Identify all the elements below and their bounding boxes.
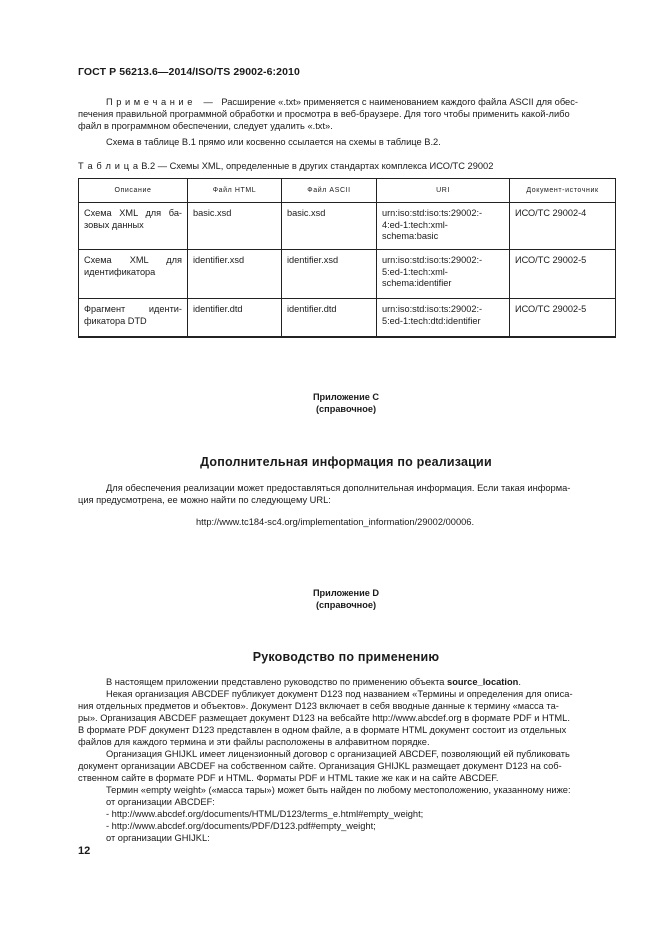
note-label: П р и м е ч а н и е <box>106 97 193 107</box>
annex-c-heading: Дополнительная информация по реализации <box>200 455 492 469</box>
cell-ascii-file: identifier.xsd <box>282 250 377 299</box>
cell-text: schema:identifier <box>382 278 452 289</box>
document-header: ГОСТ Р 56213.6—2014/ISO/TS 29002-6:2010 <box>78 66 300 78</box>
annex-d-p2-line-5: файлов для каждого термина и эти файлы расположены в алфавитном порядке. <box>78 737 430 747</box>
cell-text: schema:basic <box>382 231 439 242</box>
column-header-ascii-file: Файл ASCII <box>282 179 377 203</box>
cell-uri <box>377 299 510 337</box>
page-number: 12 <box>78 845 91 857</box>
annex-c-paragraph-line-1: Для обеспечения реализации может предоставляться дополнительная информация. Если такая информа- <box>106 483 571 493</box>
schema-reference-text: Схема в таблице В.1 прямо или косвенно ссылается на схемы в таблице В.2. <box>106 137 441 147</box>
annex-d-p3-line-1: Организация GHIJKL имеет лицензионный договор с организацией ABCDEF, позволяющий ей публиковать <box>106 749 570 759</box>
cell-source-document: ИСО/ТС 29002-5 <box>510 250 616 299</box>
cell-html-file: identifier.xsd <box>188 250 282 299</box>
note-text: Расширение «.txt» применяется с наименованием каждого файла ASCII для обес- <box>221 97 578 107</box>
annex-d-paragraph-5: от организации ABCDEF: <box>106 797 215 807</box>
note-line-2: печения правильной программной обработки и просмотра в веб-браузере. Для того чтобы применить какой-либо <box>78 109 570 119</box>
column-header-html-file: Файл HTML <box>188 179 282 203</box>
note-line-3: файл в программном обеспечении, следует удалить «.txt». <box>78 121 333 131</box>
annex-d-paragraph-8: от организации GHIJKL: <box>106 833 210 843</box>
note-dash: — <box>203 97 213 107</box>
table-caption-label: Т а б л и ц а <box>78 161 139 171</box>
annex-c-title: Приложение С <box>312 392 380 402</box>
annex-d-p1-object-name: source_location <box>447 677 519 687</box>
cell-uri <box>377 250 510 299</box>
cell-text: 5:ed-1:tech:dtd:identifier <box>382 315 481 326</box>
annex-d-title-block <box>0 587 661 611</box>
column-header-source-document: Документ-источник <box>510 179 616 203</box>
note-block <box>78 96 614 132</box>
cell-text: фикатора DTD <box>84 315 147 326</box>
table-header-row <box>79 179 616 203</box>
cell-html-file: identifier.dtd <box>188 299 282 337</box>
annex-d-subtitle: (справочное) <box>315 600 376 610</box>
annex-d-url-1: - http://www.abcdef.org/documents/HTML/D123/terms_e.html#empty_weight; <box>106 809 424 819</box>
column-header-description: Описание <box>79 179 188 203</box>
table-row <box>79 299 616 337</box>
table-row <box>79 250 616 299</box>
annex-d-url-2: - http://www.abcdef.org/documents/PDF/D123.pdf#empty_weight; <box>106 821 376 831</box>
cell-text: 5:ed-1:tech:xml- <box>382 266 448 277</box>
cell-text: urn:iso:std:iso:ts:29002:- <box>382 255 483 265</box>
annex-d-body <box>78 676 615 844</box>
cell-description <box>79 299 188 337</box>
cell-text: urn:iso:std:iso:ts:29002:- <box>382 304 483 314</box>
table-row <box>79 203 616 250</box>
cell-ascii-file: basic.xsd <box>282 203 377 250</box>
cell-ascii-file: identifier.dtd <box>282 299 377 337</box>
cell-text: urn:iso:std:iso:ts:29002:- <box>382 208 483 218</box>
column-header-uri: URI <box>377 179 510 203</box>
annex-c-title-block <box>0 391 661 415</box>
cell-text: Схема XML для <box>84 255 182 265</box>
annex-d-title: Приложение D <box>312 588 380 598</box>
table-caption <box>78 160 493 172</box>
cell-source-document: ИСО/ТС 29002-4 <box>510 203 616 250</box>
note-line-1 <box>78 96 614 108</box>
cell-source-document: ИСО/ТС 29002-5 <box>510 299 616 337</box>
annex-d-paragraph-4: Термин «empty weight» («масса тары») может быть найден по любому местоположению, указанному ниже: <box>106 785 571 795</box>
xml-schemas-table <box>78 178 616 338</box>
annex-d-p1-end: . <box>518 677 521 687</box>
cell-text: 4:ed-1:tech:xml- <box>382 219 448 230</box>
cell-uri <box>377 203 510 250</box>
annex-d-p3-line-2: документ организации ABCDEF на собственном сайте. Организация GHIJKL размещает документ D123 на соб- <box>78 761 562 771</box>
annex-d-paragraph-1 <box>78 676 615 688</box>
annex-d-p2-line-3: ры». Организация ABCDEF размещает документ D123 на вебсайте http://www.abcdef.org в формате PDF и HTML. <box>78 713 570 723</box>
cell-text: Схема XML для ба- <box>84 208 182 218</box>
cell-description <box>79 203 188 250</box>
annex-d-p2-line-1: Некая организация ABCDEF публикует документ D123 под названием «Термины и определения для описа- <box>106 689 573 699</box>
cell-text: Фрагмент иденти- <box>84 304 182 314</box>
annex-d-heading: Руководство по применению <box>252 650 440 664</box>
cell-description <box>79 250 188 299</box>
annex-d-p3-line-3: ственном сайте в формате PDF и HTML. Форматы PDF и HTML такие же как и на сайте ABCDEF. <box>78 773 499 783</box>
cell-text: зовых данных <box>84 219 144 230</box>
cell-html-file: basic.xsd <box>188 203 282 250</box>
table-caption-text: В.2 — Схемы XML, определенные в других стандартах комплекса ИСО/ТС 29002 <box>141 161 494 171</box>
annex-d-p1-text: В настоящем приложении представлено руководство по применению объекта <box>106 677 445 687</box>
cell-text: идентификатора <box>84 266 156 277</box>
annex-c-paragraph-line-2: ция предусмотрена, ее можно найти по следующему URL: <box>78 495 331 505</box>
annex-d-p2-line-2: ния отдельных предметов и объектов». Документ D123 включает в себя вводные данные к термину «масса та- <box>78 701 559 711</box>
annex-c-subtitle: (справочное) <box>315 404 376 414</box>
annex-c-paragraph <box>78 482 614 506</box>
annex-d-p2-line-4: В формате PDF документ D123 представлен в одном файле, а в формате HTML документ состоит из отдельных <box>78 725 567 735</box>
implementation-url: http://www.tc184-sc4.org/implementation_information/29002/00006. <box>196 517 475 527</box>
